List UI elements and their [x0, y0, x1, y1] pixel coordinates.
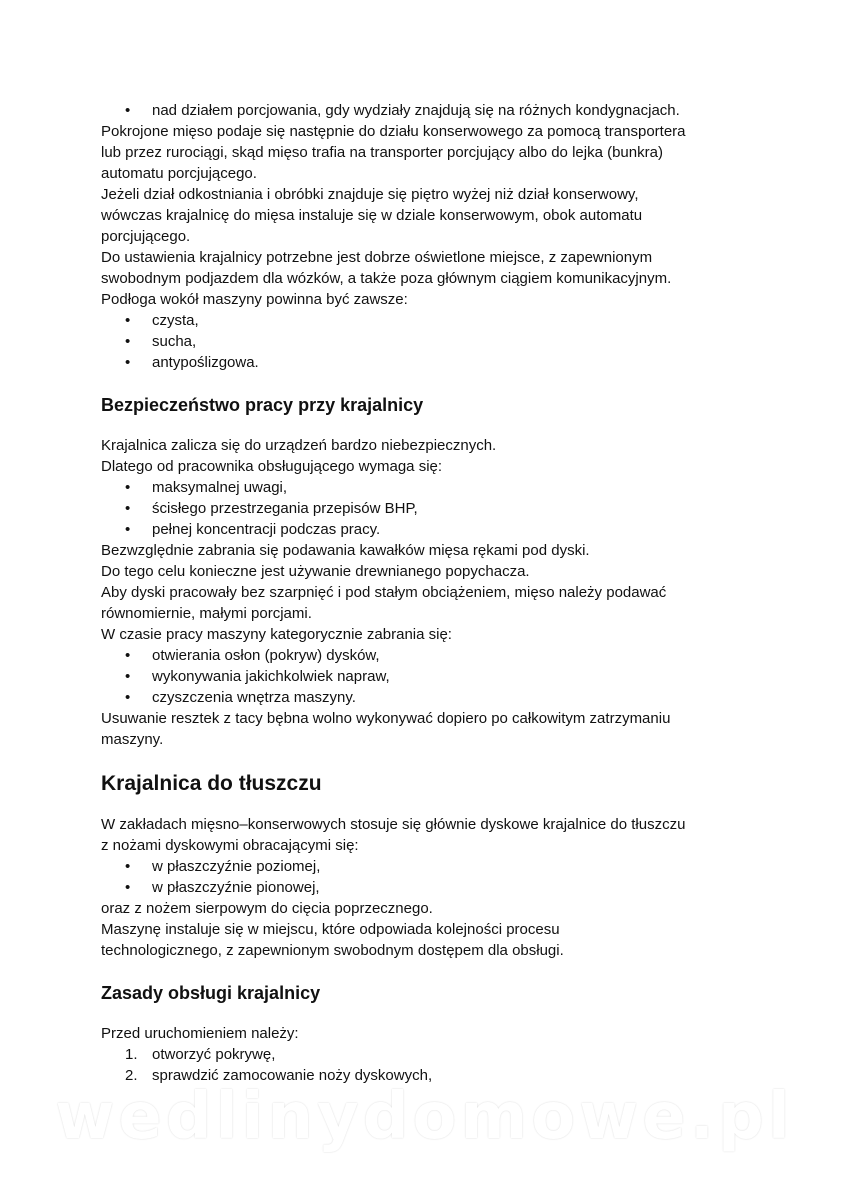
bullet-icon: •: [125, 521, 131, 538]
list-number: 1.: [125, 1046, 138, 1063]
list-item: • otwierania osłon (pokryw) dysków,: [125, 647, 380, 664]
fat-section: [101, 814, 761, 961]
text-line: Przed uruchomieniem należy:: [101, 1025, 299, 1042]
bullet-icon: •: [125, 479, 131, 496]
text-line: automatu porcjującego.: [101, 165, 257, 182]
list-item: • w płaszczyźnie pionowej,: [125, 879, 320, 896]
text-line: swobodnym podjazdem dla wózków, a także poza głównym ciągiem komunikacyjnym.: [101, 270, 672, 287]
list-item: • sucha,: [125, 333, 197, 350]
text-line: maszyny.: [101, 731, 164, 748]
list-item: • antypoślizgowa.: [125, 354, 259, 371]
text-line: Aby dyski pracowały bez szarpnięć i pod stałym obciążeniem, mięso należy podawać: [101, 584, 667, 601]
text-line: wówczas krajalnicę do mięsa instaluje się w dziale konserwowym, obok automatu: [101, 207, 643, 224]
list-item: • w płaszczyźnie poziomej,: [125, 858, 321, 875]
bullet-icon: •: [125, 354, 131, 371]
list-item: • czysta,: [125, 312, 199, 329]
text-line: Do tego celu konieczne jest używanie drewnianego popychacza.: [101, 563, 530, 580]
ordered-list-item: 1. otworzyć pokrywę,: [125, 1046, 276, 1063]
intro-list: [101, 100, 761, 121]
section-heading-fat-slicer: Krajalnica do tłuszczu: [101, 772, 322, 795]
list-item: • nad działem porcjowania, gdy wydziały znajdują się na różnych kondygnacjach.: [125, 102, 680, 119]
bullet-icon: •: [125, 858, 131, 875]
bullet-icon: •: [125, 333, 131, 350]
text-line: porcjującego.: [101, 228, 191, 245]
list-item: • maksymalnej uwagi,: [125, 479, 288, 496]
floor-list: [101, 310, 761, 373]
intro-paragraph: [101, 121, 761, 310]
ordered-list-item: 2. sprawdzić zamocowanie noży dyskowych,: [125, 1067, 433, 1084]
text-line: lub przez rurociągi, skąd mięso trafia na transporter porcjujący albo do lejka (bunkra): [101, 144, 663, 161]
text-line: Jeżeli dział odkostniania i obróbki znajduje się piętro wyżej niż dział konserwowy,: [101, 186, 639, 203]
text-line: Pokrojone mięso podaje się następnie do działu konserwowego za pomocą transportera: [101, 123, 686, 140]
text-line: Dlatego od pracownika obsługującego wymaga się:: [101, 458, 443, 475]
bullet-icon: •: [125, 879, 131, 896]
operation-section: [101, 1023, 761, 1086]
text-line: Maszynę instaluje się w miejscu, które odpowiada kolejności procesu: [101, 921, 560, 938]
text-line: Krajalnica zalicza się do urządzeń bardzo niebezpiecznych.: [101, 437, 497, 454]
bullet-icon: •: [125, 102, 131, 119]
list-item: • pełnej koncentracji podczas pracy.: [125, 521, 381, 538]
text-line: równomiernie, małymi porcjami.: [101, 605, 312, 622]
text-line: Podłoga wokół maszyny powinna być zawsze:: [101, 291, 408, 308]
text-line: Bezwzględnie zabrania się podawania kawałków mięsa rękami pod dyski.: [101, 542, 590, 559]
text-line: Do ustawienia krajalnicy potrzebne jest dobrze oświetlone miejsce, z zapewnionym: [101, 249, 653, 266]
text-line: W zakładach mięsno–konserwowych stosuje się głównie dyskowe krajalnice do tłuszczu: [101, 816, 686, 833]
text-line: W czasie pracy maszyny kategorycznie zabrania się:: [101, 626, 452, 643]
bullet-icon: •: [125, 689, 131, 706]
section-heading-safety: Bezpieczeństwo pracy przy krajalnicy: [101, 395, 424, 415]
bullet-icon: •: [125, 500, 131, 517]
list-number: 2.: [125, 1067, 138, 1084]
text-line: technologicznego, z zapewnionym swobodnym dostępem dla obsługi.: [101, 942, 564, 959]
list-item: • czyszczenia wnętrza maszyny.: [125, 689, 356, 706]
section-heading-operation: Zasady obsługi krajalnicy: [101, 983, 321, 1003]
text-line: Usuwanie resztek z tacy bębna wolno wykonywać dopiero po całkowitym zatrzymaniu: [101, 710, 671, 727]
list-item: • wykonywania jakichkolwiek napraw,: [125, 668, 390, 685]
bullet-icon: •: [125, 668, 131, 685]
safety-section: [101, 435, 761, 750]
watermark: wedlinydomowe.pl: [55, 1080, 794, 1154]
list-item: • ścisłego przestrzegania przepisów BHP,: [125, 500, 418, 517]
text-line: z nożami dyskowymi obracającymi się:: [101, 837, 359, 854]
bullet-icon: •: [125, 647, 131, 664]
bullet-icon: •: [125, 312, 131, 329]
text-line: oraz z nożem sierpowym do cięcia poprzecznego.: [101, 900, 433, 917]
document-page: [101, 100, 761, 1086]
